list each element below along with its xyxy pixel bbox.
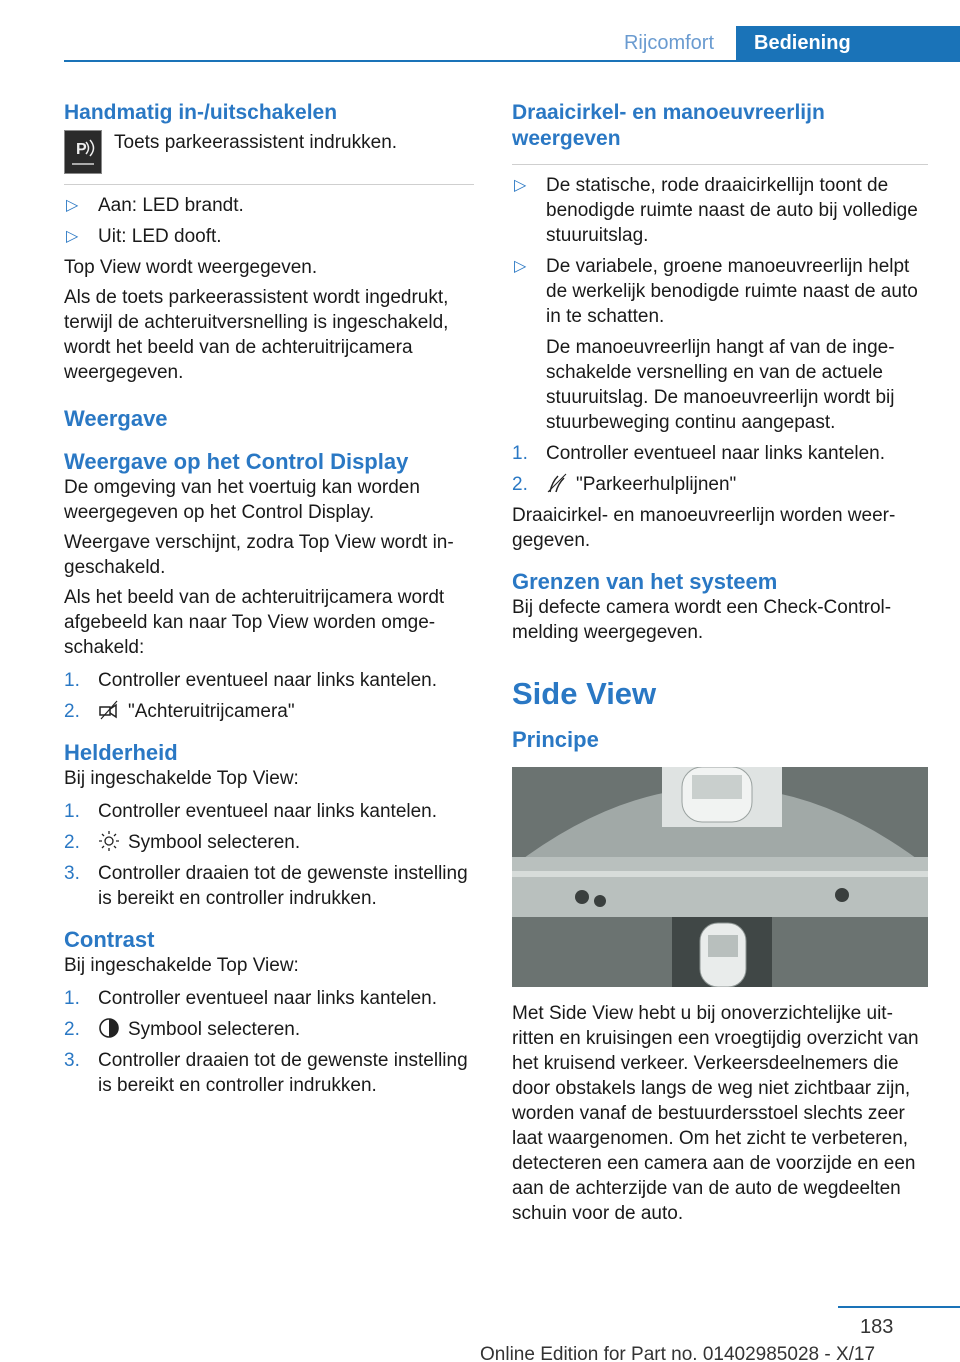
heading-control-display: Weergave op het Control Display <box>64 449 409 474</box>
edition-footer: Online Edition for Part no. 01402985028 - X/17 <box>480 1344 876 1362</box>
list-item: 1. Controller eventueel naar links kantelen. <box>64 801 438 822</box>
heading-weergave: Weergave <box>64 406 168 431</box>
divider <box>512 164 928 165</box>
list-item: 2. Symbool selecteren. <box>64 1019 301 1040</box>
divider <box>64 184 474 185</box>
parking-assist-key-icon <box>64 130 102 174</box>
crossing-scene-image <box>512 767 928 987</box>
sub-paragraph: De manoeuvreerlijn hangt af van de ingeschakelde versnelling en van de actuele stuuruitslag. De manoeuvreerlijn wordt bij stuurbeweging continu aangepast. <box>546 337 895 433</box>
paragraph-bright: Bij ingeschakelde Top View: <box>64 768 299 789</box>
rear-camera-icon <box>98 699 120 721</box>
press-key-text: Toets parkeerassistent indrukken. <box>114 132 398 153</box>
paragraph-env: De omgeving van het voertuig kan worden weergegeven op het Control Display. <box>64 477 420 523</box>
heading-side-view: Side View <box>512 676 657 711</box>
list-item: 1. Controller eventueel naar links kantelen. <box>64 988 438 1009</box>
list-item: 2. "Parkeerhulplijnen" <box>512 474 737 495</box>
triangle-bullet-icon: ▷ <box>514 177 527 194</box>
list-item: ▷ Aan: LED brandt. <box>66 195 244 216</box>
list-item: 3. Controller draaien tot de gewenste instelling is bereikt en controller indrukken. <box>64 863 468 909</box>
heading-lines: Draaicirkel- en manoeuvreerlijn weergeven <box>512 101 825 150</box>
left-column <box>64 100 478 1104</box>
contrast-icon <box>98 1017 120 1039</box>
tab-bediening[interactable]: Bediening <box>736 26 960 62</box>
paragraph-switch: Als het beeld van de achteruitrijcamera wordt afgebeeld kan naar Top View worden omgeschakeld: <box>64 587 445 658</box>
list-item: 1. Controller eventueel naar links kantelen. <box>64 670 438 691</box>
triangle-bullet-icon: ▷ <box>66 197 79 214</box>
heading-manual: Handmatig in-/uitschakelen <box>64 101 338 124</box>
triangle-bullet-icon: ▷ <box>66 228 79 245</box>
paragraph-topview: Top View wordt weergegeven. <box>64 257 318 278</box>
list-item: ▷ Uit: LED dooft. <box>66 226 222 247</box>
paragraph-contrast: Bij ingeschakelde Top View: <box>64 955 299 976</box>
paragraph-appears: Weergave verschijnt, zodra Top View wordt ingeschakeld. <box>64 532 454 578</box>
footer-rule <box>838 1306 960 1308</box>
right-column <box>512 100 928 1231</box>
side-view-illustration <box>512 767 928 987</box>
svg-text:P: P <box>76 141 87 158</box>
list-item: ▷ De statische, rode draaicirkellijn toont de benodigde ruimte naast de auto bij volledige stuuruitslag. <box>514 175 918 246</box>
brightness-icon <box>98 830 120 852</box>
list-item: 2. "Achteruitrijcamera" <box>64 701 295 722</box>
tab-rijcomfort[interactable]: Rijcomfort <box>623 32 714 54</box>
heading-contrast: Contrast <box>64 927 155 952</box>
list-item: 1. Controller eventueel naar links kantelen. <box>512 443 886 464</box>
heading-limits: Grenzen van het systeem <box>512 569 778 594</box>
press-key-row <box>64 130 478 174</box>
paragraph-side-view: Met Side View hebt u bij onoverzichtelijke uitritten en kruisingen een vroegtijdig overzicht van het kruisend verkeer. Verkeersdeelnemers die door obstakels langs de weg niet zichtbaar zijn, worden vanaf de bestuurdersstoel slechts zeer laat waargenomen. Om het zicht te verbeteren, detecteren een camera aan de voorzijde en een aan de achterzijde van de auto de wegdeelten schuin voor de auto. <box>512 1003 919 1224</box>
heading-helderheid: Helderheid <box>64 740 178 765</box>
list-item: ▷ De variabele, groene manoeuvreerlijn helpt de werkelijk benodigde ruimte naast de auto in te schatten. <box>514 256 918 327</box>
list-item: 2. Symbool selecteren. <box>64 832 301 853</box>
heading-principe: Principe <box>512 727 599 752</box>
page-number: 183 <box>860 1316 894 1338</box>
parking-lines-icon <box>546 472 568 494</box>
list-item: 3. Controller draaien tot de gewenste instelling is bereikt en controller indrukken. <box>64 1050 468 1096</box>
paragraph-reverse: Als de toets parkeerassistent wordt ingedrukt, terwijl de achteruitversnelling is ingeschakeld, wordt het beeld van de achteruitrijcamera weergegeven. <box>64 287 449 383</box>
paragraph-limits: Bij defecte camera wordt een Check-Control-melding weergegeven. <box>512 597 892 643</box>
paragraph-lines-shown: Draaicirkel- en manoeuvreerlijn worden weergegeven. <box>512 505 896 551</box>
triangle-bullet-icon: ▷ <box>514 258 527 275</box>
